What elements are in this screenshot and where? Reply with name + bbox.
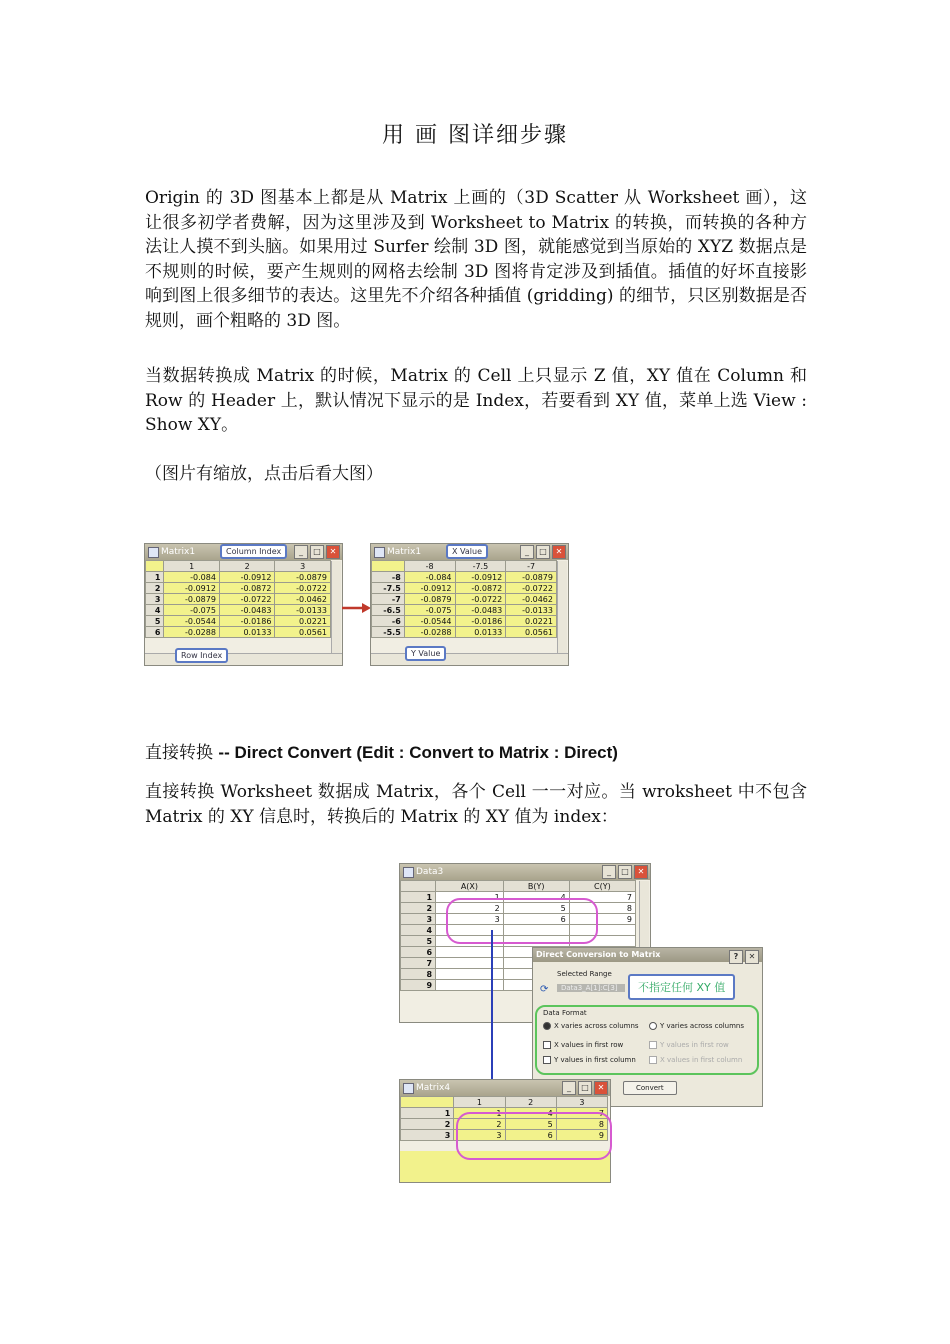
window-title: Data3 <box>416 867 444 877</box>
corner-cell <box>146 561 164 572</box>
selected-range-field[interactable]: Data3_A[1]:C[3] <box>557 984 625 992</box>
minimize-button[interactable]: _ <box>294 545 308 559</box>
corner-cell <box>401 1097 454 1108</box>
table-cell[interactable]: -0.0544 <box>404 616 455 627</box>
x-first-col-label: X values in first column <box>660 1056 743 1064</box>
table-cell[interactable]: 7 <box>556 1108 607 1119</box>
section-heading-cn: 直接转换 <box>145 743 213 763</box>
matrix-grid <box>145 560 331 638</box>
corner-cell <box>401 881 436 892</box>
row-header[interactable]: 6 <box>401 947 436 958</box>
table-cell[interactable]: 1 <box>454 1108 505 1119</box>
table-cell[interactable]: -0.075 <box>404 605 455 616</box>
table-cell[interactable]: -0.0544 <box>164 616 220 627</box>
column-header[interactable]: 1 <box>454 1097 505 1108</box>
y-first-col-label: Y values in first column <box>554 1056 636 1064</box>
table-cell[interactable]: 9 <box>556 1130 607 1141</box>
table-cell[interactable]: 0.0133 <box>219 627 275 638</box>
table-cell[interactable]: -0.0288 <box>164 627 220 638</box>
row-header[interactable]: -6.5 <box>372 605 405 616</box>
row-header[interactable]: 3 <box>146 594 164 605</box>
dialog-title-text: Direct Conversion to Matrix <box>536 950 661 959</box>
highlight-ring-source <box>446 898 598 944</box>
maximize-button[interactable]: □ <box>578 1081 592 1095</box>
y-across-label: Y varies across columns <box>660 1022 745 1030</box>
column-header[interactable]: -8 <box>404 561 455 572</box>
table-row <box>372 627 557 638</box>
column-header[interactable]: B(Y) <box>503 881 569 892</box>
row-header[interactable]: 1 <box>401 1108 454 1119</box>
horizontal-scrollbar[interactable] <box>371 653 568 665</box>
column-header[interactable]: -7.5 <box>455 561 506 572</box>
table-cell[interactable]: -0.0912 <box>455 572 506 583</box>
refresh-icon[interactable]: ⟳ <box>540 984 549 995</box>
table-cell[interactable]: -0.0186 <box>219 616 275 627</box>
arrow-right-icon <box>342 602 372 614</box>
table-row <box>372 616 557 627</box>
table-cell[interactable]: 8 <box>556 1119 607 1130</box>
table-row <box>146 627 331 638</box>
row-header[interactable]: 5 <box>401 936 436 947</box>
maximize-button[interactable]: □ <box>618 865 632 879</box>
row-header[interactable]: 5 <box>146 616 164 627</box>
table-cell[interactable]: -0.0722 <box>455 594 506 605</box>
table-cell[interactable]: -0.0483 <box>455 605 506 616</box>
data-format-label: Data Format <box>543 1009 587 1017</box>
dialog-title <box>533 948 762 962</box>
row-header[interactable]: -7.5 <box>372 583 405 594</box>
row-index-callout: Row Index <box>175 648 228 663</box>
window-title: Matrix1 <box>161 547 196 557</box>
close-button[interactable]: ✕ <box>552 545 566 559</box>
minimize-button[interactable]: _ <box>520 545 534 559</box>
table-cell[interactable]: -0.0133 <box>275 605 331 616</box>
no-xy-callout: 不指定任何 XY 值 <box>628 974 735 1000</box>
row-header[interactable]: 3 <box>401 1130 454 1141</box>
table-cell[interactable]: -0.0462 <box>275 594 331 605</box>
direct-convert-paragraph: 直接转换 Worksheet 数据成 Matrix，各个 Cell 一一对应。当 wroksheet 中不包含 Matrix 的 XY 信息时，转换后的 Matrix 的 XY 值为 index： <box>145 782 807 827</box>
table-cell[interactable]: 6 <box>505 1130 556 1141</box>
table-cell[interactable]: 8 <box>569 903 635 914</box>
table-cell[interactable]: -0.0462 <box>506 594 557 605</box>
matrix-window-xy <box>370 543 569 666</box>
table-cell[interactable]: 3 <box>436 914 504 925</box>
table-cell[interactable]: 2 <box>454 1119 505 1130</box>
matrix-xy-paragraph: 当数据转换成 Matrix 的时候，Matrix 的 Cell 上只显示 Z 值，XY 值在 Column 和 Row 的 Header 上，默认情况下显示的是 Index，若要看到 XY 值，菜单上选 View : Show XY。 <box>145 366 807 435</box>
table-cell[interactable]: -0.0722 <box>219 594 275 605</box>
table-row <box>146 583 331 594</box>
matrix-grid <box>371 560 557 638</box>
table-cell[interactable]: 4 <box>505 1108 556 1119</box>
column-header[interactable]: 3 <box>275 561 331 572</box>
minimize-button[interactable]: _ <box>562 1081 576 1095</box>
row-header[interactable]: 2 <box>401 1119 454 1130</box>
x-first-row-label: X values in first row <box>554 1041 624 1049</box>
y-first-row-label: Y values in first row <box>660 1041 729 1049</box>
table-cell[interactable]: -0.075 <box>164 605 220 616</box>
column-header[interactable]: 2 <box>505 1097 556 1108</box>
column-index-callout: Column Index <box>220 544 287 559</box>
table-cell[interactable]: 3 <box>454 1130 505 1141</box>
header-row <box>401 1097 608 1108</box>
table-row <box>146 572 331 583</box>
column-header[interactable]: C(Y) <box>569 881 635 892</box>
table-row <box>372 594 557 605</box>
row-header[interactable]: 1 <box>401 892 436 903</box>
table-cell[interactable]: 9 <box>569 914 635 925</box>
selected-range-label: Selected Range <box>557 970 612 978</box>
table-cell[interactable]: -0.0133 <box>506 605 557 616</box>
vertical-scrollbar[interactable] <box>557 561 567 653</box>
table-cell[interactable]: 0.0133 <box>455 627 506 638</box>
row-header[interactable]: -6 <box>372 616 405 627</box>
table-cell[interactable]: -0.0483 <box>219 605 275 616</box>
table-cell[interactable]: 1 <box>436 892 504 903</box>
window-titlebar <box>400 864 650 880</box>
y-value-callout: Y Value <box>405 646 446 661</box>
table-cell[interactable]: -0.0872 <box>219 583 275 594</box>
row-header[interactable]: -5.5 <box>372 627 405 638</box>
maximize-button[interactable]: □ <box>310 545 324 559</box>
worksheet-icon <box>403 867 414 878</box>
section-heading <box>145 738 618 763</box>
close-button[interactable]: ✕ <box>594 1081 608 1095</box>
table-cell[interactable]: 2 <box>436 903 504 914</box>
matrix-icon <box>374 547 385 558</box>
column-header[interactable]: 3 <box>556 1097 607 1108</box>
row-header[interactable]: 7 <box>401 958 436 969</box>
table-cell[interactable]: 0.0561 <box>275 627 331 638</box>
help-button[interactable]: ? <box>729 950 743 964</box>
row-header[interactable]: -8 <box>372 572 405 583</box>
table-cell[interactable]: -0.0186 <box>455 616 506 627</box>
vertical-scrollbar[interactable] <box>331 561 341 653</box>
row-header[interactable]: 9 <box>401 980 436 991</box>
minimize-button[interactable]: _ <box>602 865 616 879</box>
header-row <box>146 561 331 572</box>
table-cell[interactable]: -0.0879 <box>404 594 455 605</box>
table-cell[interactable]: -0.0879 <box>164 594 220 605</box>
table-cell[interactable]: -0.084 <box>404 572 455 583</box>
table-cell[interactable]: 6 <box>503 914 569 925</box>
table-row <box>146 594 331 605</box>
row-header[interactable]: -7 <box>372 594 405 605</box>
x-across-label: X varies across columns <box>554 1022 639 1030</box>
x-value-callout: X Value <box>446 544 488 559</box>
table-row <box>372 605 557 616</box>
section-heading-en: -- Direct Convert (Edit : Convert to Matrix : Direct) <box>218 743 618 762</box>
row-header[interactable]: 2 <box>146 583 164 594</box>
table-cell[interactable]: -0.0872 <box>455 583 506 594</box>
table-row <box>372 572 557 583</box>
table-cell[interactable]: -0.0912 <box>219 572 275 583</box>
row-header[interactable]: 1 <box>146 572 164 583</box>
table-cell[interactable]: 4 <box>503 892 569 903</box>
column-header[interactable]: 1 <box>164 561 220 572</box>
table-cell[interactable]: 5 <box>503 903 569 914</box>
matrix-icon <box>148 547 159 558</box>
column-header[interactable]: 2 <box>219 561 275 572</box>
window-titlebar <box>400 1080 610 1096</box>
header-row <box>401 881 636 892</box>
header-row <box>372 561 557 572</box>
table-cell[interactable]: 0.0221 <box>275 616 331 627</box>
table-cell[interactable]: -0.0879 <box>506 572 557 583</box>
row-header[interactable]: 4 <box>401 925 436 936</box>
table-row <box>146 616 331 627</box>
close-button[interactable]: ✕ <box>745 950 759 964</box>
matrix-window-index <box>144 543 343 666</box>
window-title: Matrix4 <box>416 1083 451 1093</box>
highlight-ring-result <box>456 1112 612 1160</box>
column-header[interactable]: -7 <box>506 561 557 572</box>
document-title: 用 画 图详细步骤 <box>382 123 568 148</box>
maximize-button[interactable]: □ <box>536 545 550 559</box>
table-cell[interactable]: 0.0561 <box>506 627 557 638</box>
intro-paragraph: Origin 的 3D 图基本上都是从 Matrix 上画的（3D Scatter 从 Worksheet 画），这让很多初学者费解，因为这里涉及到 Worksheet to Matrix 的转换，而转换的各种方法让人摸不到头脑。如果用过 Surfer 绘制 3D 图，就能感觉到当原始的 XYZ 数据点是不规则的时候，要产生规则的网格去绘制 3D 图将肯定涉及到插值。插值的好坏直接影响到图上很多细节的表达。这里先不介绍各种插值 (gridding) 的细节，只区别数据是否规则，画个粗略的 3D 图。 <box>145 188 807 331</box>
convert-button[interactable]: Convert <box>623 1081 677 1095</box>
table-cell[interactable]: 7 <box>569 892 635 903</box>
table-cell[interactable]: -0.0912 <box>164 583 220 594</box>
table-cell[interactable]: -0.084 <box>164 572 220 583</box>
table-cell[interactable]: -0.0288 <box>404 627 455 638</box>
close-button[interactable]: ✕ <box>634 865 648 879</box>
close-button[interactable]: ✕ <box>326 545 340 559</box>
row-header[interactable]: 3 <box>401 914 436 925</box>
table-cell[interactable]: -0.0912 <box>404 583 455 594</box>
row-header[interactable]: 8 <box>401 969 436 980</box>
row-header[interactable]: 2 <box>401 903 436 914</box>
matrix-icon <box>403 1083 414 1094</box>
highlight-ring-options <box>535 1005 759 1075</box>
row-header[interactable]: 4 <box>146 605 164 616</box>
table-cell[interactable]: -0.0722 <box>506 583 557 594</box>
column-header[interactable]: A(X) <box>436 881 504 892</box>
image-note: （图片有缩放，点击后看大图） <box>145 464 383 484</box>
table-cell[interactable]: 5 <box>505 1119 556 1130</box>
table-cell[interactable]: -0.0879 <box>275 572 331 583</box>
table-row <box>146 605 331 616</box>
table-cell[interactable]: -0.0722 <box>275 583 331 594</box>
window-title: Matrix1 <box>387 547 422 557</box>
table-row <box>372 583 557 594</box>
row-header[interactable]: 6 <box>146 627 164 638</box>
table-cell[interactable]: 0.0221 <box>506 616 557 627</box>
corner-cell <box>372 561 405 572</box>
